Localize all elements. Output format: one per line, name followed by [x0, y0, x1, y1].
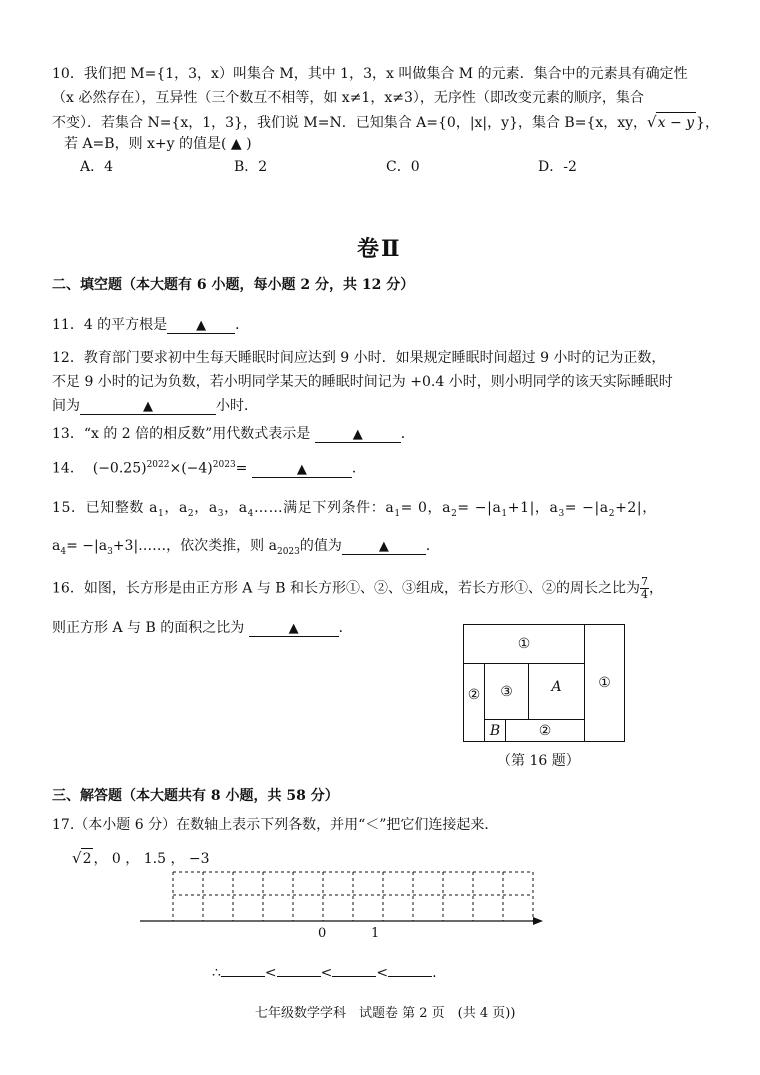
blank-marker: ▲ — [352, 427, 363, 442]
q17-blank-2[interactable] — [277, 960, 321, 977]
q15-line-1 — [52, 498, 657, 524]
q15-text-2b: = −|a — [66, 538, 108, 554]
q15-sub: 3 — [558, 508, 565, 519]
q15-sub: 1 — [394, 508, 401, 519]
q16-line-1 — [52, 576, 663, 601]
label-square-a: A — [551, 679, 562, 695]
q13-end: ． — [400, 426, 415, 442]
q16-text-2: 则正方形 A 与 B 的面积之比为 — [52, 620, 245, 636]
q17-blank-4[interactable] — [388, 960, 432, 977]
q10-line-3 — [52, 112, 719, 133]
axis-label-one: 1 — [371, 926, 380, 941]
label-rect-1-top: ① — [517, 636, 531, 652]
q10-line-3a: 不变）．若集合 N={x，1，3}，我们说 M=N．已知集合 A={0，|x|，y}，集合 B={x，xy， — [52, 115, 648, 131]
q16-frac-den: 4 — [641, 588, 649, 601]
q16-frac-num: 7 — [641, 575, 649, 588]
q11-text: 11．4 的平方根是 — [52, 317, 168, 333]
q17-blank-1[interactable] — [221, 960, 265, 977]
q16-line-2 — [52, 618, 353, 638]
q15-sub: 2 — [187, 508, 195, 519]
q17-number-list: ， 0 ， 1.5 ， −3 — [93, 851, 210, 867]
q15-sub: 1 — [501, 508, 508, 519]
q10-line-1: 10．我们把 M={1，3，x）叫集合 M，其中 1，3，x 叫做集合 M 的元素．集合中的元素具有确定性 — [52, 66, 688, 82]
blank-marker: ▲ — [296, 461, 307, 477]
q15-text-i: = −|a — [564, 500, 609, 516]
q11 — [52, 315, 249, 335]
q16-answer-blank[interactable] — [249, 620, 339, 637]
q15-answer-blank[interactable] — [342, 538, 426, 555]
q15-sub: 1 — [158, 508, 165, 519]
q12-answer-blank[interactable] — [80, 398, 216, 415]
part3-heading: 三、解答题（本大题共有 8 小题，共 58 分） — [52, 788, 339, 804]
q16-caption: （第 16 题） — [497, 753, 580, 769]
q17-blank-3[interactable] — [332, 960, 376, 977]
blank-marker: ▲ — [143, 399, 153, 414]
q12-line-1: 12．教育部门要求初中生每天睡眠时间应达到 9 小时．如果规定睡眠时间超过 9 小时的记为正数， — [52, 350, 666, 366]
q10-line-4: 若 A=B，则 x+y 的值是( ▲ ) — [64, 136, 252, 152]
q15-text-c: ，a — [194, 500, 218, 516]
q15-text-h: +1|，a — [507, 500, 559, 516]
page-footer: 七年级数学学科 试题卷 第 2 页 (共 4 页)) — [255, 1006, 516, 1021]
q17-numbers — [72, 848, 210, 869]
q10-option-b: B．2 — [234, 159, 268, 175]
q15-end: ． — [425, 538, 440, 554]
q12-line-3b: 小时． — [216, 398, 258, 414]
q15-text-d: ，a — [224, 500, 248, 516]
q15-text-j: +2|， — [615, 500, 657, 516]
q16-line1-end: ， — [649, 580, 664, 597]
q13-text: 13．“x 的 2 倍的相反数”用代数式表示是 — [52, 426, 311, 442]
lt-symbol: < — [320, 965, 333, 981]
q14-base-2: (−4) — [181, 460, 213, 477]
q15-text-2a: a — [52, 538, 61, 554]
sqrt-sign: √ — [647, 113, 657, 131]
q14-base-1: (−0.25) — [92, 460, 147, 477]
q14-exp-2: 2023 — [212, 460, 236, 470]
q17-sqrt-val: 2 — [81, 848, 94, 869]
q14-num: 14． — [52, 460, 84, 477]
label-square-b: B — [489, 722, 501, 739]
q15-text-b: ，a — [164, 500, 188, 516]
q16-fraction — [640, 576, 649, 601]
q15-sub: 2023 — [276, 546, 300, 557]
lt-symbol: < — [376, 965, 389, 981]
q16-text-1: 16．如图，长方形是由正方形 A 与 B 和长方形①、②、③组成，若长方形①、②的周长之比为 — [52, 580, 641, 597]
dashed-grid — [173, 872, 533, 921]
q15-sub: 2 — [608, 508, 616, 519]
q17-comparison: ∴ < < < . — [212, 960, 437, 983]
q15-line-2 — [52, 536, 440, 562]
label-rect-2-bottom: ② — [538, 722, 552, 739]
q14-end: ． — [351, 460, 366, 477]
q12-line-2: 不足 9 小时的记为负数，若小明同学某天的睡眠时间记为 +0.4 小时，则小明同学的该天实际睡眠时 — [52, 374, 673, 390]
q11-end: ． — [235, 317, 250, 333]
sqrt-sign: √ — [72, 849, 82, 867]
q14-answer-blank[interactable] — [252, 461, 352, 478]
axis-label-zero: 0 — [318, 926, 327, 941]
blank-marker: ▲ — [378, 539, 389, 554]
q10-option-c: C．0 — [386, 159, 420, 175]
q15-text-2c: +3|……，依次类推，则 a — [112, 538, 277, 554]
q14-times: × — [169, 460, 182, 477]
q13-answer-blank[interactable] — [315, 426, 401, 443]
q16-end: ． — [338, 620, 353, 636]
q15-sub: 3 — [217, 508, 225, 519]
q13 — [52, 424, 415, 444]
therefore-symbol: ∴ — [212, 965, 221, 981]
blank-marker: ▲ — [196, 318, 207, 333]
axis-arrow-icon — [533, 917, 543, 925]
q17-text: 17.（本小题 6 分）在数轴上表示下列各数，并用“＜”把它们连接起来． — [52, 817, 499, 833]
q10-option-a: A．4 — [80, 159, 114, 175]
q10-sqrt-expr: x − y — [656, 112, 696, 133]
q11-answer-blank[interactable] — [167, 317, 235, 334]
label-rect-3: ③ — [500, 683, 513, 700]
number-line[interactable] — [130, 868, 550, 938]
section-title: 卷Ⅱ — [357, 236, 402, 262]
q10-option-d: D．-2 — [538, 159, 577, 175]
q15-text-f: = 0，a — [400, 500, 452, 516]
q14-exp-1: 2022 — [146, 460, 170, 470]
q12-line-3 — [52, 396, 258, 416]
q10-line-2: （x 必然存在），互异性（三个数互不相等，如 x≠1，x≠3），无序性（即改变元素的顺序，集合 — [52, 90, 644, 106]
q14-eq: = — [235, 460, 248, 477]
q15-sub: 4 — [247, 508, 254, 519]
q15-text-a: 15．已知整数 a — [52, 500, 159, 516]
label-rect-1-right: ① — [598, 675, 611, 691]
q15-text-2d: 的值为 — [299, 538, 342, 554]
q14 — [52, 455, 366, 479]
q15-text-g: = −|a — [457, 500, 502, 516]
q15-sub: 2 — [451, 508, 458, 519]
q15-sub: 3 — [107, 546, 113, 557]
q10-line-3b: }， — [696, 115, 719, 131]
lt-symbol: < — [264, 965, 277, 981]
blank-marker: ▲ — [288, 621, 299, 636]
q15-text-e: ……满足下列条件：a — [253, 500, 395, 516]
q15-sub: 4 — [60, 546, 67, 557]
q12-line-3a: 间为 — [52, 398, 80, 414]
label-rect-2-left: ② — [467, 687, 481, 703]
part2-heading: 二、填空题（本大题有 6 小题，每小题 2 分，共 12 分） — [52, 277, 415, 293]
